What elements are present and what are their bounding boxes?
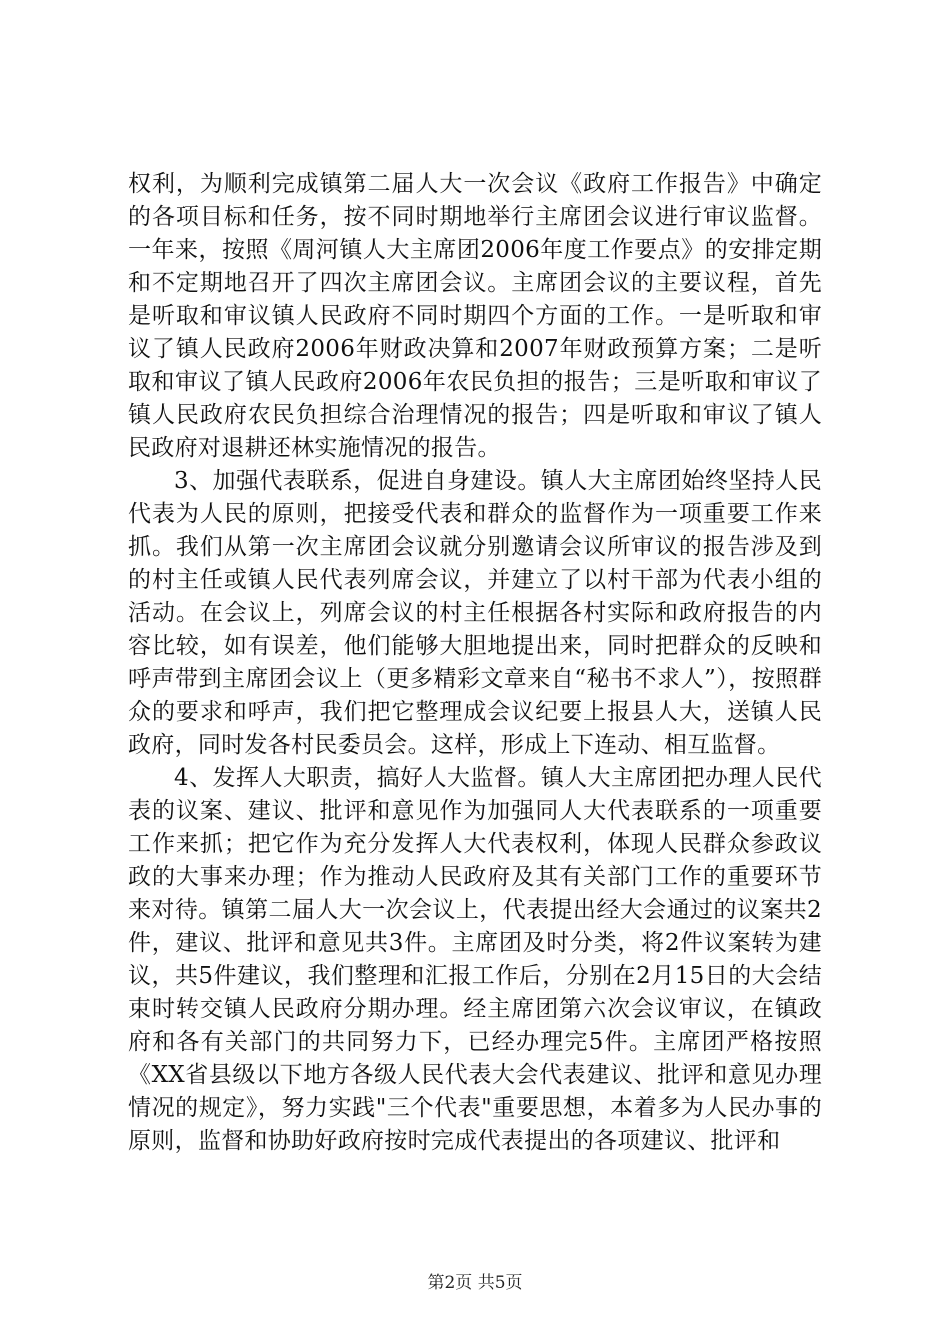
paragraph-continuation: 权利，为顺利完成镇第二届人大一次会议《政府工作报告》中确定的各项目标和任务，按不同时期地举行主席团会议进行审议监督。一年来，按照《周河镇人大主席团2006年度工作要点》的安排定期和不定期地召开了四次主席团会议。主席团会议的主要议程，首先是听取和审议镇人民政府不同时期四个方面的工作。一是听取和审议了镇人民政府2006年财政决算和2007年财政预算方案；二是听取和审议了镇人民政府2006年农民负担的报告；三是听取和审议了镇人民政府农民负担综合治理情况的报告；四是听取和审议了镇人民政府对退耕还林实施情况的报告。 [128,171,822,461]
page-footer: 第2页 共5页 [427,1273,523,1293]
paragraph-item-4: 4、发挥人大职责，搞好人大监督。镇人大主席团把办理人民代表的议案、建议、批评和意见作为加强同人大代表联系的一项重要工作来抓；把它作为充分发挥人大代表权利，体现人民群众参政议政的大事来办理；作为推动人民政府及其有关部门工作的重要环节来对待。镇第二届人大一次会议上，代表提出经大会通过的议案共2件，建议、批评和意见共3件。主席团及时分类，将2件议案转为建议，共5件建议，我们整理和汇报工作后，分别在2月15日的大会结束时转交镇人民政府分期办理。经主席团第六次会议审议，在镇政府和各有关部门的共同努力下，已经办理完5件。主席团严格按照《XX省县级以下地方各级人民代表大会代表建议、批评和意见办理情况的规定》，努力实践"三个代表"重要思想，本着多为人民办事的原则，监督和协助好政府按时完成代表提出的各项建议、批评和 [128,765,822,1154]
document-body [128,168,822,1158]
paragraph-item-3: 3、加强代表联系，促进自身建设。镇人大主席团始终坚持人民代表为人民的原则，把接受代表和群众的监督作为一项重要工作来抓。我们从第一次主席团会议就分别邀请会议所审议的报告涉及到的村主任或镇人民代表列席会议，并建立了以村干部为代表小组的活动。在会议上，列席会议的村主任根据各村实际和政府报告的内容比较，如有误差，他们能够大胆地提出来，同时把群众的反映和呼声带到主席团会议上（更多精彩文章来自“秘书不求人”），按照群众的要求和呼声，我们把它整理成会议纪要上报县人大，送镇人民政府，同时发各村民委员会。这样，形成上下连动、相互监督。 [128,468,822,758]
